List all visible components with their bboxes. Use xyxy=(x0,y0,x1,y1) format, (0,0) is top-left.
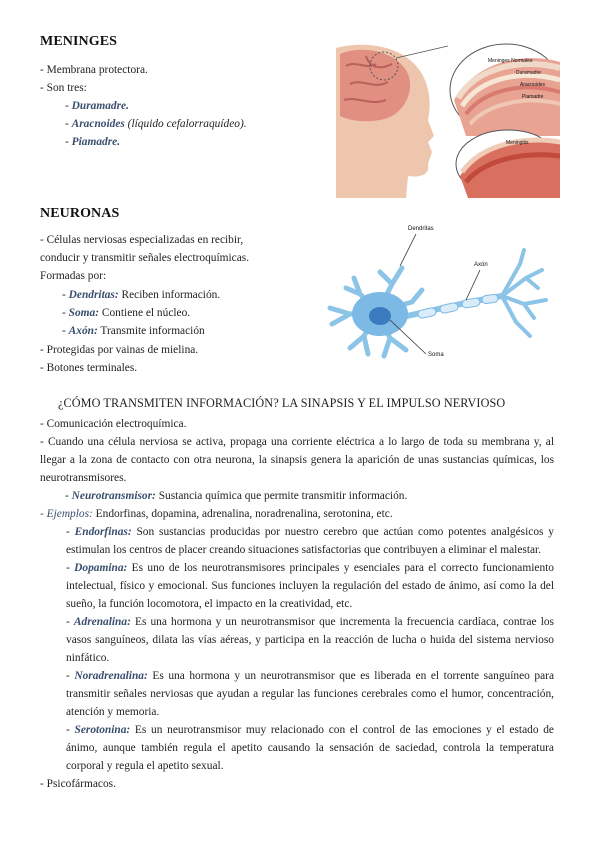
item-serotonina: - Serotonina: Es un neurotransmisor muy relacionado con el control de las emociones y el estado de ánimo, aunque también regula el apetito causando la sensación de saciedad, controla la temperatura corporal y regula el apetito sexual. xyxy=(66,724,554,772)
meninges-layer-piamadre: - Piamadre. xyxy=(65,136,121,148)
meninges-figure xyxy=(336,40,560,198)
neuronas-title: NEURONAS xyxy=(40,206,120,221)
neuron-part-soma: - Soma: Contiene el núcleo. xyxy=(62,307,191,319)
ejemplos-line: - Ejemplos: Endorfinas, dopamina, adrenalina, noradrenalina, serotonina, etc. xyxy=(40,508,393,520)
label-soma: Soma xyxy=(428,352,444,358)
item-endorfinas: - Endorfinas: Son sustancias producidas por nuestro cerebro que actúan como potentes analgésicos y estimulan los centros de placer creando situaciones satisfactorias que contribuyen a eliminar el malestar. xyxy=(66,526,554,556)
neuronas-outro-2: - Botones terminales. xyxy=(40,362,138,374)
label-aracnoides: Aracnoides xyxy=(520,82,546,88)
neuronas-intro-2: conducir y transmitir señales electroquímicas. xyxy=(40,252,250,264)
psicofarmacos-line: - Psicofármacos. xyxy=(40,778,116,790)
label-axon: Axón xyxy=(474,262,488,268)
label-meninges-normales: Meninges Normales xyxy=(488,58,533,64)
sinapsis-title: ¿CÓMO TRANSMITEN INFORMACIÓN? LA SINAPSIS Y EL IMPULSO NERVIOSO xyxy=(58,396,506,410)
sinapsis-body xyxy=(40,415,554,793)
neuron-part-dendritas: - Dendritas: Reciben información. xyxy=(62,289,221,301)
label-duramadre: Duramadre xyxy=(516,70,542,76)
neuron-figure xyxy=(320,220,560,370)
neuronas-intro-3: Formadas por: xyxy=(40,270,107,282)
meninges-title: MENINGES xyxy=(40,34,118,49)
neurotransmisor-definition: - Neurotransmisor: Sustancia química que permite transmitir información. xyxy=(65,490,408,502)
nucleus xyxy=(369,307,391,325)
item-noradrenalina: - Noradrenalina: Es una hormona y un neurotransmisor que es liberada en el torrente sanguíneo para transmitir señales nerviosas que ayudan a regular las funciones cerebrales como el humor, concentración, atención y memoria. xyxy=(66,670,554,718)
neuronas-intro-1: - Células nerviosas especializadas en recibir, xyxy=(40,234,244,246)
meninges-line-1: - Membrana protectora. xyxy=(40,64,148,76)
label-dendritas: Dendritas xyxy=(408,226,434,232)
label-piamadre: Piamadre xyxy=(522,94,544,100)
neuron-part-axon: - Axón: Transmite información xyxy=(62,325,205,337)
sinapsis-line-1: - Comunicación electroquímica. xyxy=(40,418,187,430)
label-meningitis: Meningitis xyxy=(506,140,529,146)
meninges-layer-aracnoides: - Aracnoides (líquido cefalorraquídeo). xyxy=(65,118,247,130)
item-dopamina: - Dopamina: Es uno de los neurotransmisores principales y esenciales para el correcto funcionamiento intelectual, físico y emocional. Sus funciones incluyen la regulación del estado de ánimo, así como la del sueño, la función locomotora, el impacto en la creatividad, etc. xyxy=(66,562,554,610)
meninges-line-2: - Son tres: xyxy=(40,82,87,94)
sinapsis-para-1: - Cuando una célula nerviosa se activa, propaga una corriente eléctrica a lo largo de toda su membrana y, al llegar a la zona de contacto con otra neurona, la sinapsis genera la aparición de unas sustancias químicas, los neurotransmisores. xyxy=(40,436,554,484)
neuronas-outro-1: - Protegidas por vainas de mielina. xyxy=(40,344,199,356)
item-adrenalina: - Adrenalina: Es una hormona y un neurotransmisor que incrementa la frecuencia cardíaca, contrae los vasos sanguíneos, dilata las vías aéreas, y participa en la reacción de lucha o huida del sistema nervioso ninfático. xyxy=(66,616,554,664)
myelin-sheaths xyxy=(417,294,498,319)
meninges-layer-duramadre: - Duramadre. xyxy=(65,100,129,112)
